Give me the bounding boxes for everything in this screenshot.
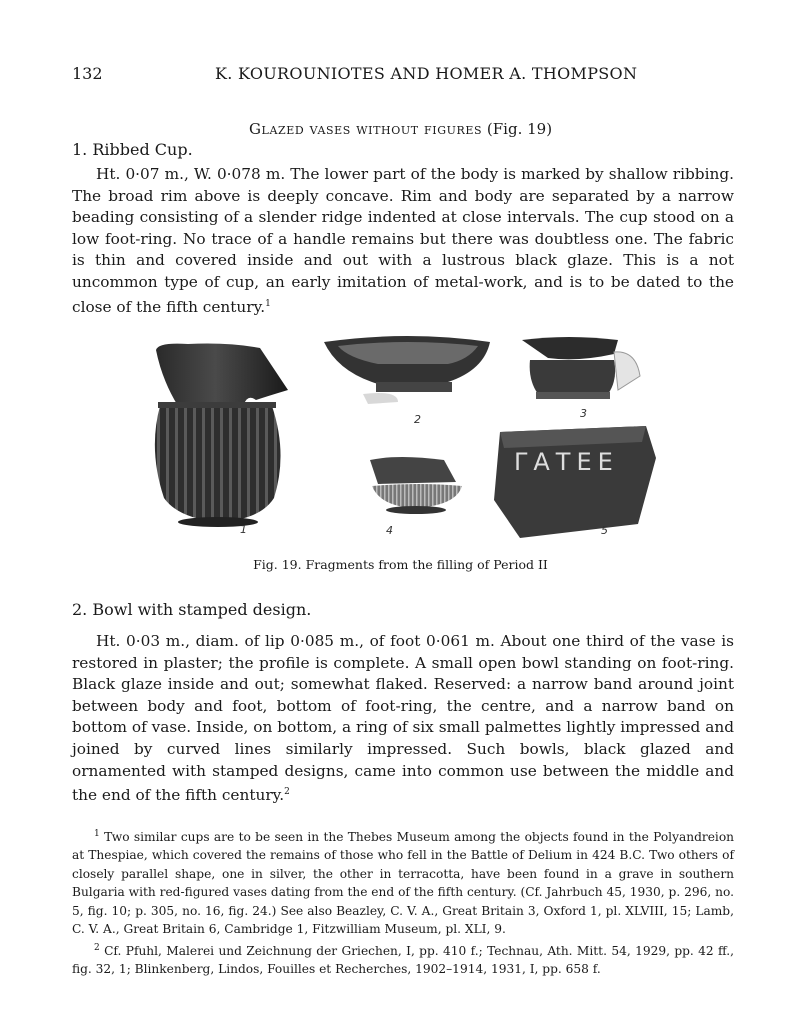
stamped-bowl-fragment [324,336,490,404]
item-2-title: 2. Bowl with stamped design. [72,600,312,619]
figure-label-3: 3 [580,407,587,420]
figure-caption: Fig. 19. Fragments from the filling of Period II [253,557,548,572]
item-1-body: Ht. 0·07 m., W. 0·078 m. The lower part of the body is marked by shallow ribbing. The broad rim above is deeply concave. Rim and body are separated by a narrow beading consisting of a slender ridge indented at close intervals. The cup stood on a low foot-ring. No trace of a handle remains but there was doubtless one. The fabric is thin and covered inside and out with a lustrous black glaze. This is a not uncommon type of cup, an early imitation of metal-work, and is to be dated to the close of the fifth century. [72,165,734,316]
item-2-text [72,631,734,807]
small-cup-fragment [522,337,640,399]
running-head: K. KOUROUNIOTES AND HOMER A. THOMPSON [215,64,638,83]
footnote-1-num: 1 [94,829,100,839]
section-heading [0,120,801,138]
section-heading-suffix: (Fig. 19) [486,120,553,138]
item-1-text [72,164,734,318]
footnote-2-text: Cf. Pfuhl, Malerei und Zeichnung der Griechen, I, pp. 410 f.; Technau, Ath. Mitt. 54, 1929, pp. 42 ff., fig. 32, 1; Blinkenberg, Lindos, Fouilles et Recherches, 1902–1914, 1931, I, pp. 658 f. [72,943,735,976]
ribbed-fragment-small [370,457,462,514]
footnote-ref-1: 1 [265,298,271,309]
inscribed-sherd [494,426,656,538]
figure-label-5: 5 [601,524,608,537]
item-1-title: 1. Ribbed Cup. [72,140,193,159]
footnote-1 [72,825,734,939]
item-2-body: Ht. 0·03 m., diam. of lip 0·085 m., of foot 0·061 m. About one third of the vase is restored in plaster; the profile is complete. A small open bowl standing on foot-ring. Black glaze inside and out; somewhat flaked. Reserved: a narrow band around joint between body and foot, bottom of foot-ring, the centre, and a narrow band on bottom of vase. Inside, on bottom, a ring of six small palmettes lightly impressed and joined by curved lines similarly impressed. Such bowls, black glazed and ornamented with stamped designs, came into common use between the middle and the end of the fifth century. [72,632,734,805]
footnote-2 [72,939,734,979]
figure-photo [148,330,658,543]
footnote-1-text: Two similar cups are to be seen in the Thebes Museum among the objects found in the Polyandreion at Thespiae, which covered the remains of those who fell in the Battle of Delium in 424 B.C. Two others of closely parallel shape, one in silver, the other in terracotta, have been found in a grave in southern Bulgaria with red-figured vases dating from the end of the fifth century. (Cf. Jahrbuch 45, 1930, p. 296, no. 5, fig. 10; p. 305, no. 16, fig. 24.) See also Beazley, C. V. A., Great Britain 3, Oxford 1, pl. XLVIII, 15; Lamb, C. V. A., Great Britain 6, Cambridge 1, Fitzwilliam Museum, pl. XLI, 9. [72,830,735,937]
figure-label-2: 2 [414,413,421,426]
footnote-2-num: 2 [94,942,100,953]
figure-label-4: 4 [386,524,393,537]
page-number: 132 [72,64,103,83]
section-heading-caps: Glazed vases without figures [248,120,483,138]
figure-label-1: 1 [240,523,247,536]
figure-19 [148,330,658,543]
footnote-ref-2: 2 [284,787,290,798]
sherd-inscription: ΓΑΤΕΕ [514,448,619,476]
ribbed-cup-fragment [155,344,288,528]
footnotes [72,825,734,978]
